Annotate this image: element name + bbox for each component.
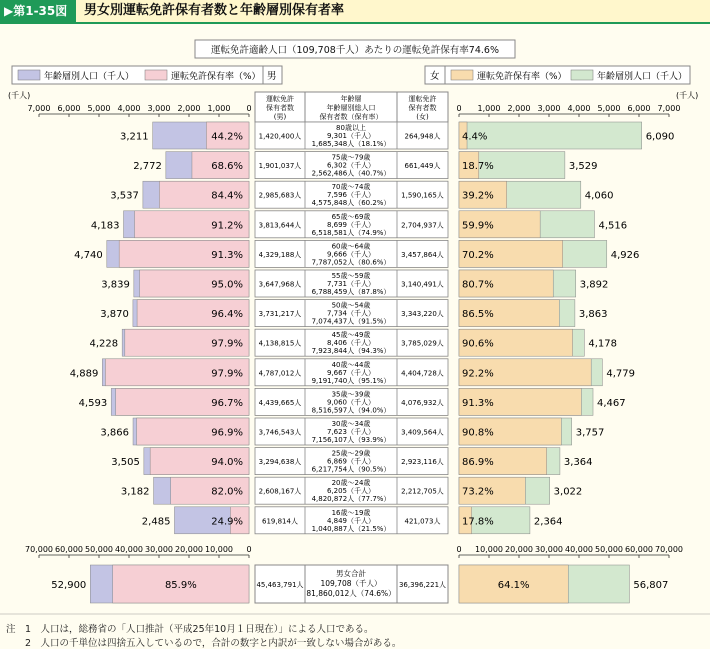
female-axis-unit: (千人) bbox=[676, 91, 699, 100]
female-holders-cell: 2,923,116人 bbox=[401, 458, 444, 467]
total-male-holders: 45,463,791人 bbox=[256, 581, 304, 589]
footnote-2: 2 人口の千単位は四捨五入しているので，合計の数字と内訳が一致しない場合がある。 bbox=[6, 638, 402, 649]
age-group-cell: 40歳〜44歳 bbox=[331, 360, 371, 369]
male-pop-label: 4,740 bbox=[74, 249, 103, 261]
male-axis-tick-label: 7,000 bbox=[27, 104, 51, 113]
age-holders-cell: 4,575,848人（60.2%） bbox=[311, 199, 391, 208]
female-rate-label: 91.3% bbox=[462, 397, 494, 409]
age-pop-cell: 8,406（千人） bbox=[326, 339, 376, 348]
male-holders-cell: 4,329,188人 bbox=[258, 250, 302, 259]
age-group-cell: 80歳以上 bbox=[336, 124, 366, 132]
age-pop-cell: 7,731（千人） bbox=[326, 280, 376, 288]
total-pop-cell: 109,708（千人） bbox=[320, 579, 382, 588]
female-axis-tick-label: 7,000 bbox=[657, 104, 681, 113]
male-total-axis-tick-label: 60,000 bbox=[55, 545, 83, 554]
male-rate-label: 96.9% bbox=[211, 427, 243, 439]
male-axis-unit: (千人) bbox=[8, 91, 31, 100]
male-rate-label: 91.3% bbox=[211, 249, 243, 261]
female-total-axis-tick-label: 50,000 bbox=[595, 545, 623, 554]
male-pop-label: 4,593 bbox=[78, 397, 108, 409]
age-holders-cell: 2,562,486人（40.7%） bbox=[311, 169, 391, 178]
total-age-label: 男女合計 bbox=[336, 569, 366, 578]
male-holders-cell: 619,814人 bbox=[262, 517, 298, 526]
chart-title: 運転免許適齢人口（109,708千人）あたりの運転免許保有率74.6% bbox=[211, 45, 499, 56]
figure-number: ▶第1-35図 bbox=[0, 0, 76, 22]
male-rate-label: 94.0% bbox=[211, 457, 243, 469]
age-pop-cell: 9,667（千人） bbox=[326, 368, 376, 377]
age-group-cell: 25歳〜29歳 bbox=[331, 449, 371, 458]
female-pop-label: 4,779 bbox=[606, 368, 636, 380]
male-axis-tick-label: 0 bbox=[246, 104, 252, 113]
total-female-holders: 36,396,221人 bbox=[398, 581, 447, 589]
male-axis-tick-label: 2,000 bbox=[177, 104, 201, 113]
female-rate-label: 4.4% bbox=[462, 131, 488, 143]
age-pop-cell: 6,302（千人） bbox=[326, 161, 376, 170]
male-pop-label: 3,182 bbox=[120, 486, 150, 498]
female-total-pop-label: 56,807 bbox=[633, 580, 669, 591]
female-holders-cell: 264,948人 bbox=[404, 132, 441, 141]
age-holders-cell: 9,191,740人（95.1%） bbox=[311, 376, 391, 385]
female-label: 女 bbox=[430, 71, 440, 82]
male-holders-cell: 1,901,037人 bbox=[258, 162, 302, 171]
female-rate-label: 92.2% bbox=[462, 368, 494, 380]
male-total-rate-label: 85.9% bbox=[164, 580, 197, 591]
female-holders-cell: 3,409,564人 bbox=[401, 428, 444, 437]
table-header-female-line: 運転免許 bbox=[408, 95, 437, 103]
age-pop-cell: 7,596（千人） bbox=[326, 191, 376, 200]
female-pop-label: 3,863 bbox=[578, 309, 608, 321]
male-total-axis-tick-label: 0 bbox=[246, 545, 252, 554]
figure-title: 男女別運転免許保有者数と年齢層別保有者率 bbox=[84, 3, 345, 18]
male-pop-label: 4,183 bbox=[90, 220, 120, 232]
male-rate-label: 82.0% bbox=[211, 486, 243, 498]
male-pop-label: 3,839 bbox=[101, 279, 130, 291]
male-pop-label: 3,870 bbox=[100, 309, 129, 321]
age-holders-cell: 6,217,754人（90.5%） bbox=[311, 465, 391, 474]
female-total-axis-tick-label: 40,000 bbox=[565, 545, 593, 554]
female-axis-tick-label: 3,000 bbox=[537, 104, 561, 113]
age-holders-cell: 6,518,581人（74.9%） bbox=[311, 228, 391, 237]
female-total-axis-tick-label: 0 bbox=[456, 545, 462, 554]
male-holders-cell: 3,731,217人 bbox=[258, 310, 302, 319]
female-pop-label: 3,364 bbox=[563, 457, 593, 469]
male-legend-pop-swatch bbox=[18, 70, 40, 80]
age-holders-cell: 6,788,459人（87.8%） bbox=[311, 288, 391, 296]
male-total-axis-tick-label: 70,000 bbox=[25, 545, 53, 554]
female-pop-label: 4,516 bbox=[598, 220, 628, 232]
age-pop-cell: 7,623（千人） bbox=[326, 428, 376, 436]
female-rate-label: 70.2% bbox=[462, 249, 494, 261]
age-pop-cell: 6,205（千人） bbox=[326, 487, 376, 496]
male-holders-cell: 2,985,683人 bbox=[258, 191, 302, 200]
female-holders-cell: 3,457,864人 bbox=[401, 250, 444, 259]
male-total-axis-tick-label: 40,000 bbox=[115, 545, 143, 554]
male-rate-label: 44.2% bbox=[211, 131, 243, 143]
female-holders-cell: 661,449人 bbox=[404, 162, 441, 171]
male-holders-cell: 1,420,400人 bbox=[258, 132, 302, 141]
male-holders-cell: 3,647,968人 bbox=[258, 280, 302, 289]
age-group-cell: 30歳〜34歳 bbox=[331, 420, 371, 428]
female-pop-label: 4,178 bbox=[588, 338, 617, 350]
male-rate-label: 91.2% bbox=[211, 220, 243, 232]
female-total-axis-tick-label: 10,000 bbox=[475, 545, 503, 554]
female-legend-pop-swatch bbox=[571, 70, 593, 80]
female-pop-label: 4,926 bbox=[610, 249, 640, 261]
table-header-age-line: 保有者数（保有率） bbox=[319, 113, 383, 121]
male-rate-label: 24.9% bbox=[211, 516, 243, 528]
female-holders-cell: 4,404,728人 bbox=[401, 369, 444, 378]
female-pop-label: 3,529 bbox=[568, 161, 598, 173]
age-group-cell: 70歳〜74歳 bbox=[331, 183, 371, 192]
male-axis-tick-label: 5,000 bbox=[87, 104, 111, 113]
male-holders-cell: 4,138,815人 bbox=[258, 339, 302, 348]
female-rate-label: 18.7% bbox=[462, 161, 494, 173]
age-pop-cell: 4,849（千人） bbox=[326, 516, 376, 525]
male-pop-label: 4,889 bbox=[69, 368, 99, 380]
age-holders-cell: 7,923,844人（94.3%） bbox=[311, 347, 391, 356]
age-group-cell: 65歳〜69歳 bbox=[331, 212, 371, 221]
female-holders-cell: 421,073人 bbox=[404, 517, 441, 526]
female-axis-tick-label: 2,000 bbox=[507, 104, 531, 113]
age-holders-cell: 1,040,887人（21.5%） bbox=[311, 524, 391, 533]
female-rate-label: 90.8% bbox=[462, 427, 494, 439]
male-total-pop-label: 52,900 bbox=[51, 580, 87, 591]
female-total-axis-tick-label: 70,000 bbox=[655, 545, 683, 554]
age-holders-cell: 7,074,437人（91.5%） bbox=[311, 317, 391, 326]
age-pop-cell: 6,869（千人） bbox=[326, 457, 376, 466]
male-rate-label: 96.4% bbox=[211, 309, 243, 321]
female-rate-label: 59.9% bbox=[462, 220, 494, 232]
female-holders-cell: 3,140,491人 bbox=[401, 280, 444, 289]
female-rate-label: 17.8% bbox=[462, 516, 494, 528]
female-pop-label: 4,060 bbox=[584, 190, 614, 202]
female-total-axis-tick-label: 30,000 bbox=[535, 545, 563, 554]
female-total-axis-tick-label: 20,000 bbox=[505, 545, 533, 554]
table-header-male-line: (男) bbox=[273, 113, 287, 121]
female-holders-cell: 2,704,937人 bbox=[401, 221, 444, 230]
female-pop-label: 2,364 bbox=[533, 516, 563, 528]
table-header-age-line: 年齢層別総人口 bbox=[326, 104, 376, 112]
male-total-axis-tick-label: 20,000 bbox=[175, 545, 203, 554]
female-pop-label: 6,090 bbox=[645, 131, 675, 143]
female-holders-cell: 3,343,220人 bbox=[401, 310, 444, 319]
table-header-female-line: 保有者数 bbox=[408, 104, 437, 112]
table-header-age-line: 年齢層 bbox=[340, 95, 362, 103]
female-rate-label: 86.5% bbox=[462, 309, 494, 321]
table-header-female-line: (女) bbox=[416, 113, 429, 121]
male-total-axis-tick-label: 30,000 bbox=[145, 545, 173, 554]
female-pop-label: 4,467 bbox=[597, 397, 626, 409]
female-holders-cell: 2,212,705人 bbox=[401, 487, 444, 496]
age-holders-cell: 7,787,052人（80.6%） bbox=[311, 258, 391, 267]
age-holders-cell: 1,685,348人（18.1%） bbox=[311, 140, 391, 148]
male-axis-tick-label: 1,000 bbox=[207, 104, 231, 113]
female-axis-tick-label: 4,000 bbox=[567, 104, 591, 113]
male-label: 男 bbox=[267, 71, 277, 82]
age-pop-cell: 8,699（千人） bbox=[326, 220, 376, 229]
female-holders-cell: 3,785,029人 bbox=[401, 339, 444, 348]
male-pop-label: 3,211 bbox=[120, 131, 149, 143]
age-holders-cell: 8,516,597人（94.0%） bbox=[311, 406, 391, 415]
age-group-cell: 20歳〜24歳 bbox=[331, 479, 371, 488]
male-pop-label: 3,866 bbox=[100, 427, 130, 439]
age-group-cell: 16歳〜19歳 bbox=[331, 508, 371, 517]
age-group-cell: 35歳〜39歳 bbox=[331, 390, 371, 399]
male-holders-cell: 4,787,012人 bbox=[258, 369, 302, 378]
male-holders-cell: 3,746,543人 bbox=[258, 428, 302, 437]
female-axis-tick-label: 6,000 bbox=[627, 104, 651, 113]
female-holders-cell: 4,076,932人 bbox=[401, 398, 444, 407]
male-rate-label: 97.9% bbox=[211, 368, 243, 380]
female-total-axis-tick-label: 60,000 bbox=[625, 545, 653, 554]
male-axis-tick-label: 3,000 bbox=[147, 104, 171, 113]
male-total-axis-tick-label: 10,000 bbox=[205, 545, 233, 554]
age-holders-cell: 4,820,872人（77.7%） bbox=[311, 495, 391, 504]
male-rate-label: 68.6% bbox=[211, 161, 243, 173]
male-holders-cell: 2,608,167人 bbox=[258, 487, 302, 496]
female-pop-label: 3,892 bbox=[579, 279, 609, 291]
male-holders-cell: 3,813,644人 bbox=[258, 221, 302, 230]
female-legend-rate-swatch bbox=[451, 70, 473, 80]
age-group-cell: 60歳〜64歳 bbox=[331, 242, 371, 251]
female-legend-pop-label: 年齢層別人口（千人） bbox=[597, 72, 688, 82]
male-legend-pop-label: 年齢層別人口（千人） bbox=[44, 72, 135, 82]
male-rate-label: 84.4% bbox=[211, 190, 243, 202]
male-pop-label: 2,772 bbox=[133, 161, 162, 173]
age-pop-cell: 7,734（千人） bbox=[326, 309, 376, 318]
male-pop-label: 3,505 bbox=[111, 457, 140, 469]
male-axis-tick-label: 6,000 bbox=[57, 104, 81, 113]
male-axis-tick-label: 4,000 bbox=[117, 104, 141, 113]
age-pop-cell: 9,060（千人） bbox=[326, 398, 376, 407]
age-group-cell: 55歳〜59歳 bbox=[331, 272, 371, 280]
female-rate-label: 73.2% bbox=[462, 486, 494, 498]
male-rate-label: 95.0% bbox=[211, 279, 243, 291]
female-rate-label: 86.9% bbox=[462, 457, 494, 469]
female-axis-tick-label: 5,000 bbox=[597, 104, 621, 113]
female-holders-cell: 1,590,165人 bbox=[401, 191, 444, 200]
age-group-cell: 50歳〜54歳 bbox=[331, 301, 371, 310]
female-rate-label: 39.2% bbox=[462, 190, 494, 202]
male-pop-label: 3,537 bbox=[110, 190, 139, 202]
age-group-cell: 75歳〜79歳 bbox=[331, 153, 371, 162]
female-legend-rate-label: 運転免許保有率（%） bbox=[477, 72, 567, 82]
table-header-male-line: 保有者数 bbox=[266, 104, 294, 112]
male-rate-label: 96.7% bbox=[211, 397, 243, 409]
age-pop-cell: 9,666（千人） bbox=[326, 250, 376, 259]
female-pop-label: 3,757 bbox=[575, 427, 605, 439]
male-pop-label: 4,228 bbox=[89, 338, 119, 350]
table-header-male-line: 運転免許 bbox=[266, 95, 294, 103]
female-rate-label: 90.6% bbox=[462, 338, 494, 350]
female-total-rate-label: 64.1% bbox=[497, 580, 530, 591]
age-group-cell: 45歳〜49歳 bbox=[331, 331, 371, 340]
female-axis-tick-label: 0 bbox=[456, 104, 462, 113]
male-holders-cell: 3,294,638人 bbox=[258, 458, 302, 467]
male-legend-rate-label: 運転免許保有率（%） bbox=[171, 72, 261, 82]
footnote-1: 注 1 人口は，総務省の「人口推計（平成25年10月１日現在）」による人口である。 bbox=[6, 624, 374, 635]
male-total-axis-tick-label: 50,000 bbox=[85, 545, 113, 554]
age-pop-cell: 9,301（千人） bbox=[326, 132, 376, 140]
male-rate-label: 97.9% bbox=[211, 338, 243, 350]
male-holders-cell: 4,439,665人 bbox=[258, 398, 302, 407]
female-axis-tick-label: 1,000 bbox=[477, 104, 501, 113]
female-rate-label: 80.7% bbox=[462, 279, 494, 291]
male-pop-label: 2,485 bbox=[141, 516, 171, 528]
male-legend-rate-swatch bbox=[145, 70, 167, 80]
total-holders-cell: 81,860,012人（74.6%） bbox=[306, 589, 396, 598]
age-holders-cell: 7,156,107人（93.9%） bbox=[311, 436, 391, 444]
female-pop-label: 3,022 bbox=[553, 486, 583, 498]
